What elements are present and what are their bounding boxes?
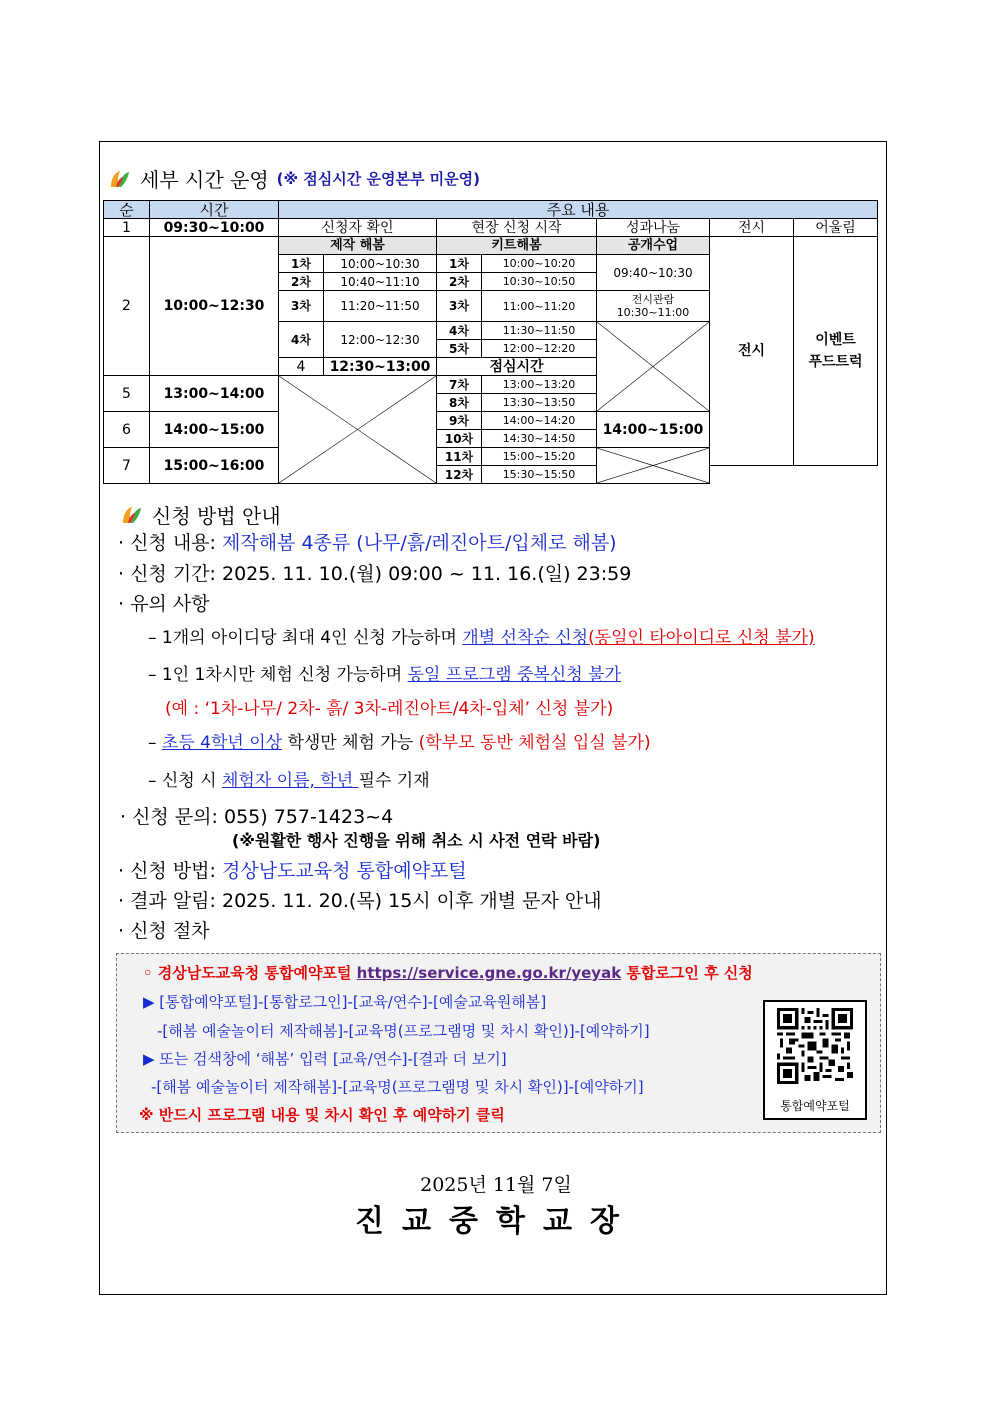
kit-time: 14:00~14:20 bbox=[482, 412, 597, 430]
row-order: 6 bbox=[104, 412, 150, 448]
procedure-box bbox=[116, 953, 881, 1133]
apply-inquiry: · 신청 문의: 055) 757-1423~4 bbox=[120, 806, 394, 828]
kit-time: 12:00~12:20 bbox=[482, 340, 597, 358]
kit-round: 9차 bbox=[437, 412, 482, 430]
text: 학생만 체험 가능 bbox=[282, 733, 419, 753]
make-title: 제작 해봄 bbox=[279, 237, 437, 255]
text: 통합로그인 후 신청 bbox=[621, 964, 753, 982]
table-row bbox=[104, 237, 878, 255]
event-label: 이벤트 bbox=[815, 332, 856, 348]
make-time: 10:00~10:30 bbox=[324, 255, 437, 273]
gallery-label: 전시관람 bbox=[631, 293, 675, 306]
label: · 신청 방법: bbox=[118, 860, 222, 882]
row-time: 14:00~15:00 bbox=[150, 412, 279, 448]
kit-round: 3차 bbox=[437, 291, 482, 322]
procedure-line-5: -[해봄 예술놀이터 제작해봄]-[교육명(프로그램명 및 차시 확인)]-[예약하기] bbox=[151, 1078, 644, 1096]
highlight: 동일 프로그램 중복신청 불가 bbox=[407, 665, 621, 685]
header-order: 순 bbox=[104, 201, 150, 219]
label: · 신청 기간: bbox=[118, 563, 222, 585]
text: 개별 문자 안내 bbox=[473, 890, 602, 912]
apply-inquiry-note: (※원활한 행사 진행을 위해 취소 시 사전 연락 바람) bbox=[232, 831, 601, 850]
open-class-time: 09:40~10:30 bbox=[597, 255, 710, 291]
kit-title: 키트해봄 bbox=[437, 237, 597, 255]
text: – 1개의 아이디당 최대 4인 신청 가능하며 bbox=[148, 628, 463, 648]
gallery-time: 10:30~11:00 bbox=[616, 306, 690, 319]
make-time: 10:40~11:10 bbox=[324, 273, 437, 291]
text: ◦ 경상남도교육청 통합예약포털 bbox=[143, 964, 357, 982]
apply-method bbox=[118, 856, 467, 883]
make-time: 11:20~11:50 bbox=[324, 291, 437, 322]
caution-label: · 유의 사항 bbox=[118, 593, 210, 615]
highlight: 개별 선착순 신청 bbox=[462, 628, 589, 648]
kit-time: 14:30~14:50 bbox=[482, 430, 597, 448]
leaf-icon bbox=[120, 503, 144, 527]
text: – 신청 시 bbox=[148, 771, 222, 791]
apply-content bbox=[118, 528, 617, 555]
schedule-table bbox=[103, 200, 878, 484]
subheader-exhibit: 전시 bbox=[710, 219, 794, 237]
document-date: 2025년 11월 7일 bbox=[420, 1174, 572, 1196]
highlight: (학부모 동반 체험실 입실 불가) bbox=[418, 733, 651, 753]
row-time: 09:30~10:00 bbox=[150, 219, 279, 237]
kit-round: 1차 bbox=[437, 255, 482, 273]
apply-period bbox=[118, 559, 631, 586]
subheader-check: 신청자 확인 bbox=[279, 219, 437, 237]
empty-cell-crossed bbox=[279, 376, 437, 484]
apply-period-value: 2025. 11. 10.(월) 09:00 ~ 11. 16.(일) 23:59 bbox=[221, 563, 632, 585]
procedure-line-4: ▶ 또는 검색창에 ‘해봄’ 입력 [교육/연수]-[결과 더 보기] bbox=[143, 1050, 507, 1068]
row-time: 12:30~13:00 bbox=[324, 358, 437, 376]
row-time: 13:00~14:00 bbox=[150, 376, 279, 412]
kit-round: 2차 bbox=[437, 273, 482, 291]
apply-procedure-label: · 신청 절차 bbox=[118, 920, 210, 942]
signature: 진교중학교장 bbox=[355, 1204, 637, 1239]
section-schedule-title bbox=[108, 164, 480, 193]
exhibit-cell: 전시 bbox=[710, 237, 794, 466]
section-title-note: (※ 점심시간 운영본부 미운영) bbox=[276, 170, 480, 188]
qr-code-icon bbox=[777, 1008, 853, 1084]
table-row bbox=[104, 219, 878, 237]
kit-round: 11차 bbox=[437, 448, 482, 466]
row-time: 10:00~12:30 bbox=[150, 237, 279, 376]
row-time: 15:00~16:00 bbox=[150, 448, 279, 484]
lunch-label: 점심시간 bbox=[437, 358, 597, 376]
kit-time: 11:00~11:20 bbox=[482, 291, 597, 322]
qr-caption: 통합예약포털 bbox=[780, 1099, 850, 1113]
leaf-icon bbox=[108, 167, 132, 191]
kit-time: 11:30~11:50 bbox=[482, 322, 597, 340]
empty-cell-crossed bbox=[597, 448, 710, 484]
caution-3 bbox=[148, 728, 651, 753]
row-order: 4 bbox=[279, 358, 324, 376]
procedure-line-2: ▶ [통합예약포털]-[통합로그인]-[교육/연수]-[예술교육원해봄] bbox=[143, 993, 547, 1011]
kit-round: 10차 bbox=[437, 430, 482, 448]
make-round: 4차 bbox=[279, 322, 324, 358]
section-title-text: 세부 시간 운영 bbox=[140, 168, 269, 192]
text: 필수 기재 bbox=[358, 771, 430, 791]
make-round: 1차 bbox=[279, 255, 324, 273]
subheader-share: 성과나눔 bbox=[597, 219, 710, 237]
kit-round: 12차 bbox=[437, 466, 482, 484]
text: – bbox=[148, 733, 162, 753]
portal-link[interactable]: https://service.gne.go.kr/yeyak bbox=[356, 964, 622, 982]
section-apply-title bbox=[120, 500, 281, 529]
kit-time: 13:00~13:20 bbox=[482, 376, 597, 394]
label: · 신청 내용: bbox=[118, 532, 222, 554]
kit-time: 10:30~10:50 bbox=[482, 273, 597, 291]
row-order: 1 bbox=[104, 219, 150, 237]
highlight: 초등 4학년 이상 bbox=[161, 733, 283, 753]
header-main-content: 주요 내용 bbox=[279, 201, 878, 219]
procedure-line-6: ※ 반드시 프로그램 내용 및 차시 확인 후 예약하기 클릭 bbox=[139, 1106, 505, 1124]
apply-content-value: 제작해봄 4종류 (나무/흙/레진아트/입체로 해봄) bbox=[221, 532, 617, 554]
row-order: 7 bbox=[104, 448, 150, 484]
label: · 결과 알림: bbox=[118, 890, 222, 912]
kit-time: 13:30~13:50 bbox=[482, 394, 597, 412]
caution-1 bbox=[148, 623, 815, 648]
kit-round: 4차 bbox=[437, 322, 482, 340]
kit-time: 10:00~10:20 bbox=[482, 255, 597, 273]
make-time: 12:00~12:30 bbox=[324, 322, 437, 358]
caution-4 bbox=[148, 766, 430, 791]
kit-round: 8차 bbox=[437, 394, 482, 412]
text: – 1인 1차시만 체험 신청 가능하며 bbox=[148, 665, 408, 685]
make-round: 2차 bbox=[279, 273, 324, 291]
kit-time: 15:00~15:20 bbox=[482, 448, 597, 466]
section-title-text: 신청 방법 안내 bbox=[152, 504, 281, 528]
share-afternoon: 14:00~15:00 bbox=[597, 412, 710, 448]
subheader-together: 어울림 bbox=[794, 219, 878, 237]
highlight: 체험자 이름, 학년 bbox=[221, 771, 359, 791]
table-row bbox=[104, 201, 878, 219]
row-order: 2 bbox=[104, 237, 150, 376]
kit-round: 7차 bbox=[437, 376, 482, 394]
highlight: (동일인 타아이디로 신청 불가) bbox=[588, 628, 815, 648]
open-class-label: 공개수업 bbox=[597, 237, 710, 255]
procedure-line-3: -[해봄 예술놀이터 제작해봄]-[교육명(프로그램명 및 차시 확인)]-[예약하기] bbox=[157, 1022, 650, 1040]
make-round: 3차 bbox=[279, 291, 324, 322]
kit-round: 5차 bbox=[437, 340, 482, 358]
caution-2-example: (예 : ‘1차-나무/ 2차- 흙/ 3차-레진아트/4차-입체’ 신청 불가) bbox=[165, 699, 614, 719]
caution-2 bbox=[148, 660, 621, 685]
foodtruck-label: 푸드트럭 bbox=[808, 354, 863, 370]
qr-code[interactable] bbox=[763, 1000, 867, 1120]
procedure-line-1 bbox=[143, 962, 753, 983]
subheader-onsite: 현장 신청 시작 bbox=[437, 219, 597, 237]
gallery-cell bbox=[597, 291, 710, 322]
kit-time: 15:30~15:50 bbox=[482, 466, 597, 484]
header-time: 시간 bbox=[150, 201, 279, 219]
row-order: 5 bbox=[104, 376, 150, 412]
apply-method-value: 경상남도교육청 통합예약포털 bbox=[221, 860, 467, 882]
apply-result-date: 2025. 11. 20.(목) 15시 이후 bbox=[221, 890, 474, 912]
empty-cell-crossed bbox=[597, 322, 710, 412]
event-cell bbox=[794, 237, 878, 466]
apply-result bbox=[118, 886, 602, 913]
